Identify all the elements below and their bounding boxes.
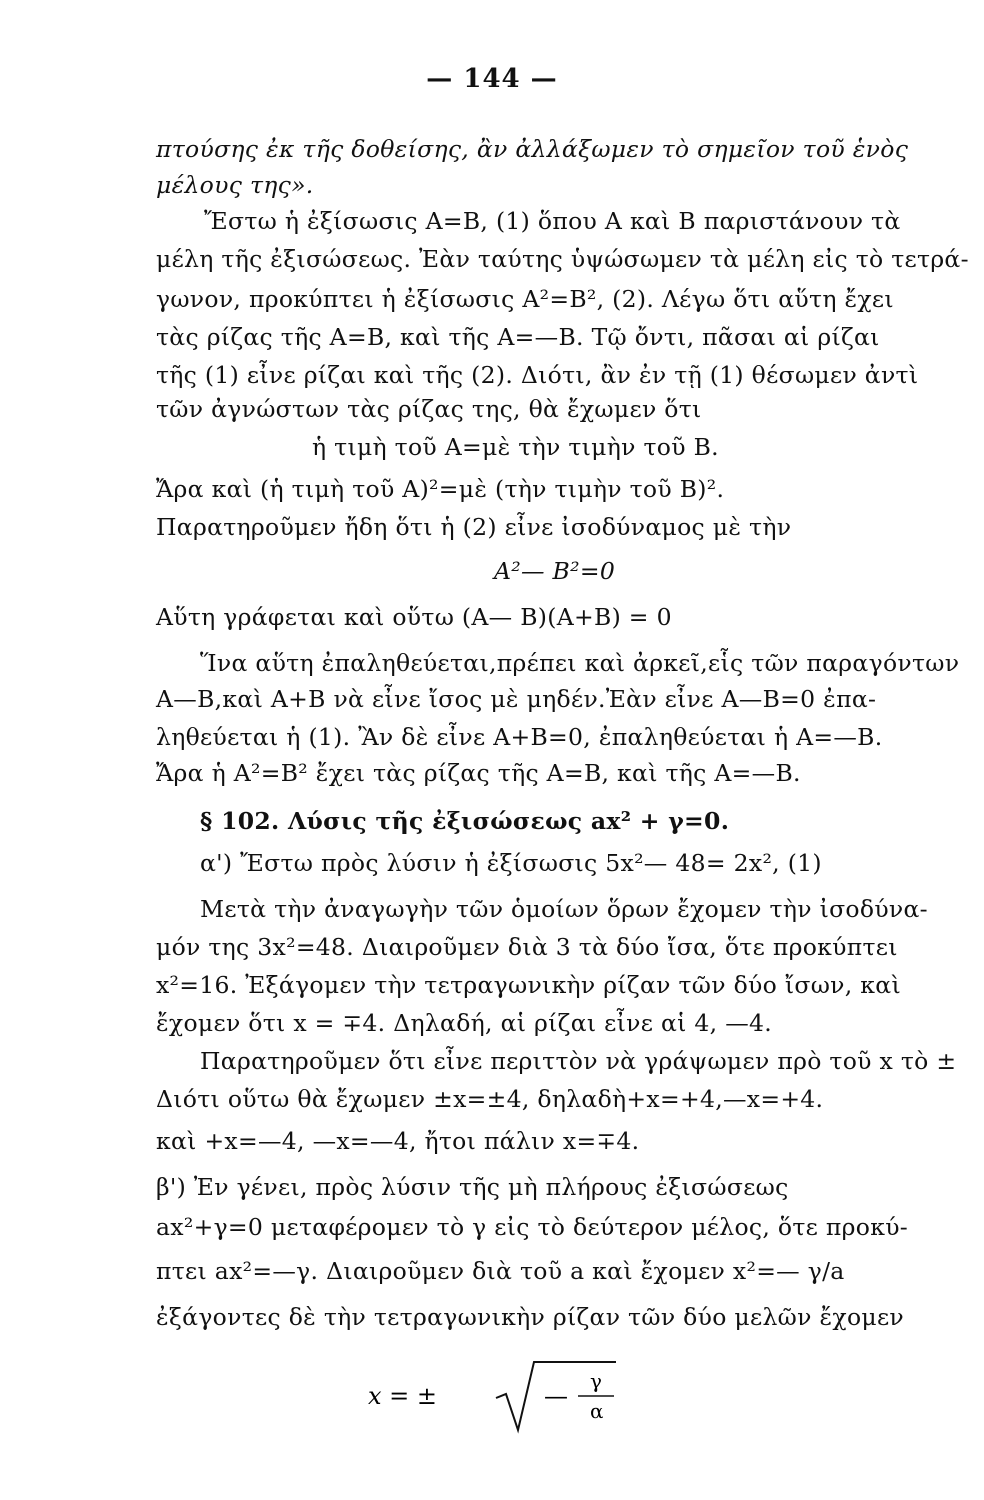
text-line-14: Ἵνα αὕτη ἐπαληθεύεται,πρέπει καὶ ἀρκεῖ,εἷς τῶν παραγόντων — [200, 649, 960, 677]
text-line-1: πτούσης ἐκ τῆς δοθείσης, ἂν ἀλλάξωμεν τὸ σημεῖον τοῦ ἑνὸς — [156, 135, 909, 163]
text-line-20: Μετὰ τὴν ἀναγωγὴν τῶν ὁμοίων ὅρων ἔχομεν τὴν ἰσοδύνα- — [200, 895, 928, 923]
text-line-30: ἐξάγοντες δὲ τὴν τετραγωνικὴν ρίζαν τῶν δύο μελῶν ἔχομεν — [156, 1303, 905, 1331]
text-line-23: ἔχομεν ὅτι x = ∓4. Δηλαδή, αἱ ρίζαι εἶνε αἱ 4, —4. — [156, 1009, 773, 1037]
text-line-28: ax²+γ=0 μεταφέρομεν τὸ γ εἰς τὸ δεύτερον μέλος, ὅτε προκύ- — [156, 1213, 909, 1241]
text-line-16: ληθεύεται ἡ (1). Ἂν δὲ εἶνε A+B=0, ἐπαληθεύεται ἡ A=—B. — [156, 723, 883, 751]
text-line-26: καὶ +x=—4, —x=—4, ἤτοι πάλιν x=∓4. — [156, 1127, 640, 1155]
section-heading-102: § 102. Λύσις τῆς ἐξισώσεως ax² + γ=0. — [200, 807, 730, 835]
text-line-15: A—B,καὶ A+B νὰ εἶνε ἴσος μὲ μηδέν.Ἐὰν εἶνε A—B=0 ἐπα- — [156, 685, 877, 713]
text-line-3: Ἔστω ἡ ἐξίσωσις A=B, (1) ὅπου A καὶ B παριστάνουν τὰ — [204, 207, 901, 235]
text-line-10: Ἄρα καὶ (ἡ τιμὴ τοῦ A)²=μὲ (τὴν τιμὴν τοῦ B)². — [156, 475, 725, 503]
text-line-7: τῆς (1) εἶνε ρίζαι καὶ τῆς (2). Διότι, ἂν ἐν τῇ (1) θέσωμεν ἀντὶ — [156, 361, 919, 389]
text-line-11: Παρατηροῦμεν ἤδη ὅτι ἡ (2) εἶνε ἰσοδύναμος μὲ τὴν — [156, 513, 792, 541]
equation-a2-b2: A²— B²=0 — [494, 557, 616, 585]
text-line-6: τὰς ρίζας τῆς A=B, καὶ τῆς A=—B. Τῷ ὄντι, πᾶσαι αἱ ρίζαι — [156, 323, 880, 351]
text-line-8: τῶν ἀγνώστων τὰς ρίζας της, θὰ ἔχωμεν ὅτι — [156, 395, 702, 423]
text-line-5: γωνον, προκύπτει ἡ ἐξίσωσις A²=B², (2). Λέγω ὅτι αὕτη ἔχει — [156, 285, 894, 313]
text-line-22: x²=16. Ἐξάγομεν τὴν τετραγωνικὴν ρίζαν τῶν δύο ἴσων, καὶ — [156, 971, 901, 999]
formula-lhs: x = ± — [368, 1382, 438, 1410]
text-line-19: α') Ἔστω πρὸς λύσιν ἡ ἐξίσωσις 5x²— 48= 2x², (1) — [200, 849, 822, 877]
formula-numerator: γ — [590, 1369, 602, 1393]
text-line-9: ἡ τιμὴ τοῦ A=μὲ τὴν τιμὴν τοῦ B. — [312, 433, 719, 461]
formula-minus: — — [544, 1382, 568, 1410]
text-line-27: β') Ἐν γένει, πρὸς λύσιν τῆς μὴ πλήρους ἐξισώσεως — [156, 1173, 789, 1201]
radical-formula — [368, 1356, 628, 1436]
text-line-25: Διότι οὕτω θὰ ἔχωμεν ±x=±4, δηλαδὴ+x=+4,—x=+4. — [156, 1085, 824, 1113]
text-line-4: μέλη τῆς ἐξισώσεως. Ἐὰν ταύτης ὑψώσωμεν τὰ μέλη εἰς τὸ τετρά- — [156, 245, 969, 273]
text-line-17: Ἄρα ἡ A²=B² ἔχει τὰς ρίζας τῆς A=B, καὶ τῆς A=—B. — [156, 759, 801, 787]
formula-denominator: α — [590, 1399, 604, 1423]
text-line-2: μέλους της». — [156, 171, 314, 199]
page-number: — 144 — — [426, 64, 558, 94]
text-line-13: Αὕτη γράφεται καὶ οὕτω (A— B)(A+B) = 0 — [156, 603, 672, 631]
final-formula — [368, 1356, 628, 1442]
text-line-29: πτει ax²=—γ. Διαιροῦμεν διὰ τοῦ a καὶ ἔχομεν x²=— γ/a — [156, 1257, 845, 1285]
text-line-21: μόν της 3x²=48. Διαιροῦμεν διὰ 3 τὰ δύο ἴσα, ὅτε προκύπτει — [156, 933, 898, 961]
text-line-24: Παρατηροῦμεν ὅτι εἶνε περιττὸν νὰ γράψωμεν πρὸ τοῦ x τὸ ± — [200, 1047, 957, 1075]
